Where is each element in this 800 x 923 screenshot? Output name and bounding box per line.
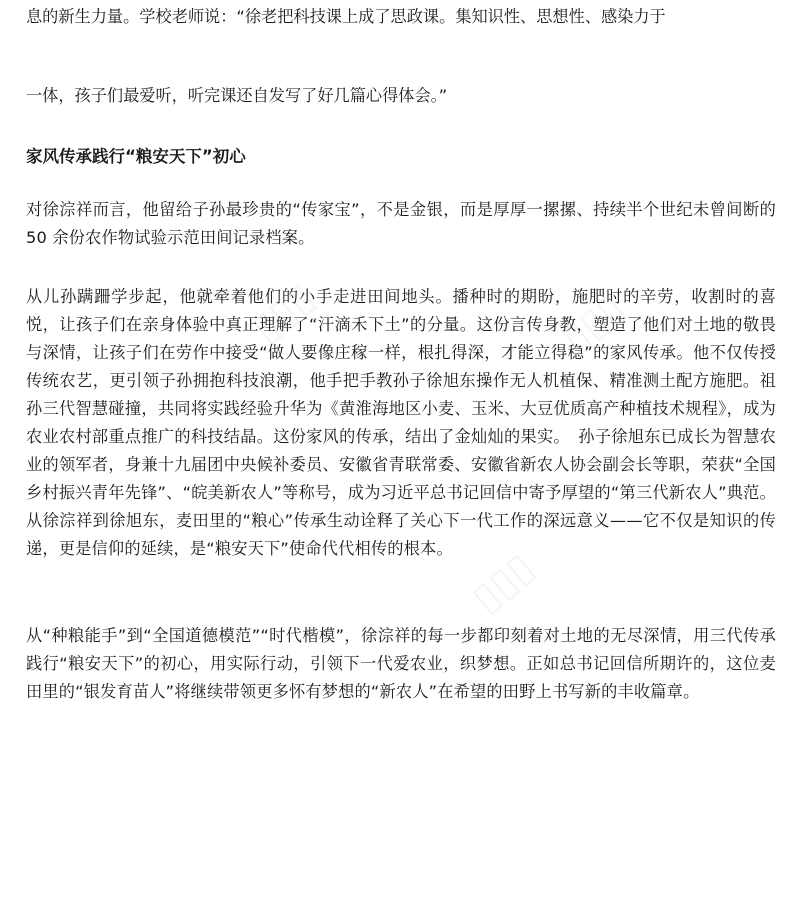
section-heading: 家风传承践行“粮安天下”初心	[26, 147, 246, 166]
watermark-mark: ▯▯▯	[462, 544, 544, 622]
paragraph-2: 从儿孙蹒跚学步起，他就牵着他们的小手走进田间地头。播种时的期盼，施肥时的辛劳，收割时的喜悦，让孩子们在亲身体验中真正理解了“汗滴禾下土”的分量。这份言传身教，塑造了他们对土地的敬畏与深情，让孩子们在劳作中接受“做人要像庄稼一样，根扎得深，才能立得稳”的家风传承。他不仅传授传统农艺，更引领子孙拥抱科技浪潮，他手把手教孙子徐旭东操作无人机植保、精准测土配方施肥。祖孙三代智慧碰撞，共同将实践经验升华为《黄淮海地区小麦、玉米、大豆优质高产种植技术规程》，成为农业农村部重点推广的科技结晶。这份家风的传承，结出了金灿灿的果实。 孙子徐旭东已成长为智慧农业的领军者，身兼十九届团中央候补委员、安徽省青联常委、安徽省新农人协会副会长等职，荣获“全国乡村振兴青年先锋”、“皖美新农人”等称号，成为习近平总书记回信中寄予厚望的“第三代新农人”典范。从徐淙祥到徐旭东，麦田里的“粮心”传承生动诠释了关心下一代工作的深远意义——它不仅是知识的传递，更是信仰的延续，是“粮安天下”使命代代相传的根本。	[26, 287, 776, 558]
text-line-top-1: 息的新生力量。学校老师说：“徐老把科技课上成了思政课。集知识性、思想性、感染力于	[26, 7, 666, 26]
text-line-top-2: 一体，孩子们最爱听，听完课还自发写了好几篇心得体会。”	[26, 86, 448, 105]
watermark-mark: ▯▯▯	[242, 274, 324, 352]
watermark-mark: ▯▯▯	[552, 284, 634, 362]
paragraph-1: 对徐淙祥而言，他留给子孙最珍贵的“传家宝”，不是金银，而是厚厚一摞摞、持续半个世纪未曾间断的 50 余份农作物试验示范田间记录档案。	[26, 200, 776, 247]
paragraph-3: 从“种粮能手”到“全国道德模范”“时代楷模”，徐淙祥的每一步都印刻着对土地的无尽深情，用三代传承践行“粮安天下”的初心，用实际行动，引领下一代爱农业，织梦想。正如总书记回信所期许的，这位麦田里的“银发育苗人”将继续带领更多怀有梦想的“新农人”在希望的田野上书写新的丰收篇章。	[26, 626, 776, 701]
